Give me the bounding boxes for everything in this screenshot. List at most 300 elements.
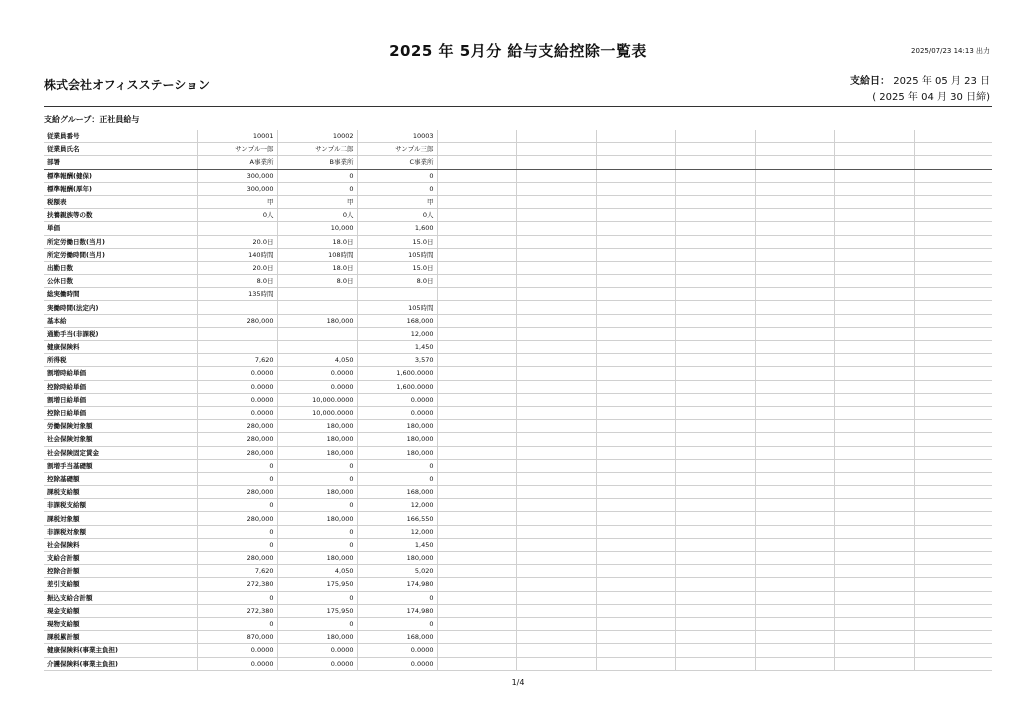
- row-label: 単価: [44, 222, 197, 235]
- employee-cell: 0: [277, 499, 357, 512]
- empty-cell: [437, 156, 516, 169]
- employee-cell: 12,000: [357, 499, 437, 512]
- table-row: [44, 275, 992, 288]
- empty-cell: [516, 130, 596, 143]
- employee-cell: 0人: [357, 209, 437, 222]
- close-date: ( 2025 年 04 月 30 日締): [872, 92, 990, 103]
- table-row: [44, 301, 992, 314]
- empty-cell: [437, 169, 516, 182]
- pay-date-value: 2025 年 05 月 23 日: [893, 76, 990, 87]
- table-row: [44, 657, 992, 670]
- empty-cell: [834, 301, 914, 314]
- employee-cell: サンプル二郎: [277, 143, 357, 156]
- empty-cell: [834, 182, 914, 195]
- empty-cell: [834, 380, 914, 393]
- empty-cell: [437, 631, 516, 644]
- employee-cell: 180,000: [277, 512, 357, 525]
- employee-cell: 168,000: [357, 631, 437, 644]
- empty-cell: [755, 380, 834, 393]
- empty-cell: [675, 538, 755, 551]
- empty-cell: [437, 472, 516, 485]
- empty-cell: [755, 275, 834, 288]
- empty-cell: [596, 393, 675, 406]
- employee-cell: 174,980: [357, 604, 437, 617]
- empty-cell: [675, 275, 755, 288]
- empty-cell: [834, 169, 914, 182]
- row-label: 割増手当基礎額: [44, 459, 197, 472]
- empty-cell: [834, 209, 914, 222]
- employee-cell: 0: [357, 617, 437, 630]
- empty-cell: [755, 552, 834, 565]
- empty-cell: [596, 209, 675, 222]
- employee-cell: 0.0000: [357, 393, 437, 406]
- empty-cell: [834, 195, 914, 208]
- employee-cell: 0.0000: [357, 657, 437, 670]
- employee-cell: 168,000: [357, 314, 437, 327]
- row-label: 社会保険料: [44, 538, 197, 551]
- employee-cell: [197, 327, 277, 340]
- employee-cell: 15.0日: [357, 235, 437, 248]
- employee-cell: 280,000: [197, 552, 277, 565]
- empty-cell: [596, 222, 675, 235]
- empty-cell: [596, 367, 675, 380]
- employee-cell: 105時間: [357, 301, 437, 314]
- table-row: [44, 525, 992, 538]
- empty-cell: [596, 657, 675, 670]
- empty-cell: [437, 222, 516, 235]
- empty-cell: [437, 209, 516, 222]
- employee-cell: 15.0日: [357, 261, 437, 274]
- empty-cell: [675, 169, 755, 182]
- empty-cell: [914, 406, 992, 419]
- empty-cell: [516, 354, 596, 367]
- empty-cell: [675, 512, 755, 525]
- empty-cell: [914, 446, 992, 459]
- employee-cell: [197, 341, 277, 354]
- empty-cell: [675, 472, 755, 485]
- employee-cell: 12,000: [357, 525, 437, 538]
- empty-cell: [834, 433, 914, 446]
- empty-cell: [675, 420, 755, 433]
- table-row: [44, 367, 992, 380]
- row-label: 従業員番号: [44, 130, 197, 143]
- employee-cell: 0: [277, 591, 357, 604]
- empty-cell: [834, 525, 914, 538]
- empty-cell: [914, 275, 992, 288]
- empty-cell: [675, 380, 755, 393]
- empty-cell: [834, 143, 914, 156]
- row-label: 労働保険対象額: [44, 420, 197, 433]
- empty-cell: [596, 327, 675, 340]
- empty-cell: [596, 578, 675, 591]
- empty-cell: [516, 327, 596, 340]
- empty-cell: [516, 367, 596, 380]
- empty-cell: [834, 406, 914, 419]
- empty-cell: [675, 248, 755, 261]
- empty-cell: [437, 261, 516, 274]
- employee-cell: 140時間: [197, 248, 277, 261]
- empty-cell: [437, 433, 516, 446]
- employee-cell: 0人: [197, 209, 277, 222]
- empty-cell: [914, 604, 992, 617]
- table-row: [44, 341, 992, 354]
- table-row: [44, 644, 992, 657]
- empty-cell: [834, 591, 914, 604]
- empty-cell: [834, 604, 914, 617]
- empty-cell: [755, 314, 834, 327]
- empty-cell: [834, 486, 914, 499]
- table-row: [44, 578, 992, 591]
- empty-cell: [437, 538, 516, 551]
- row-label: 控除合計額: [44, 565, 197, 578]
- empty-cell: [675, 433, 755, 446]
- table-row: [44, 552, 992, 565]
- empty-cell: [755, 143, 834, 156]
- empty-cell: [914, 433, 992, 446]
- empty-cell: [596, 248, 675, 261]
- empty-cell: [437, 578, 516, 591]
- empty-cell: [675, 327, 755, 340]
- employee-cell: 20.0日: [197, 235, 277, 248]
- table-row: [44, 486, 992, 499]
- employee-cell: 180,000: [277, 486, 357, 499]
- employee-cell: 105時間: [357, 248, 437, 261]
- empty-cell: [437, 130, 516, 143]
- empty-cell: [437, 380, 516, 393]
- employee-cell: 0.0000: [197, 657, 277, 670]
- empty-cell: [516, 275, 596, 288]
- employee-cell: 3,570: [357, 354, 437, 367]
- empty-cell: [437, 367, 516, 380]
- empty-cell: [596, 604, 675, 617]
- table-row: [44, 235, 992, 248]
- empty-cell: [755, 235, 834, 248]
- employee-cell: 0.0000: [197, 644, 277, 657]
- employee-cell: 0: [277, 525, 357, 538]
- employee-cell: 0.0000: [357, 406, 437, 419]
- employee-cell: 0人: [277, 209, 357, 222]
- employee-cell: 0: [277, 472, 357, 485]
- empty-cell: [755, 459, 834, 472]
- empty-cell: [834, 327, 914, 340]
- empty-cell: [596, 433, 675, 446]
- empty-cell: [914, 525, 992, 538]
- empty-cell: [755, 169, 834, 182]
- empty-cell: [914, 499, 992, 512]
- row-label: 従業員氏名: [44, 143, 197, 156]
- empty-cell: [675, 367, 755, 380]
- empty-cell: [596, 354, 675, 367]
- empty-cell: [437, 393, 516, 406]
- row-label: 控除時給単価: [44, 380, 197, 393]
- empty-cell: [516, 538, 596, 551]
- empty-cell: [755, 393, 834, 406]
- employee-cell: 180,000: [277, 631, 357, 644]
- empty-cell: [596, 538, 675, 551]
- empty-cell: [516, 512, 596, 525]
- empty-cell: [914, 169, 992, 182]
- empty-cell: [675, 195, 755, 208]
- empty-cell: [596, 472, 675, 485]
- employee-cell: 0: [197, 499, 277, 512]
- table-row: [44, 288, 992, 301]
- empty-cell: [755, 367, 834, 380]
- row-label: 非課税支給額: [44, 499, 197, 512]
- employee-cell: [277, 288, 357, 301]
- empty-cell: [834, 314, 914, 327]
- empty-cell: [755, 261, 834, 274]
- table-row: [44, 248, 992, 261]
- empty-cell: [596, 169, 675, 182]
- employee-cell: 20.0日: [197, 261, 277, 274]
- empty-cell: [516, 143, 596, 156]
- employee-cell: 174,980: [357, 578, 437, 591]
- empty-cell: [516, 486, 596, 499]
- empty-cell: [755, 591, 834, 604]
- empty-cell: [914, 459, 992, 472]
- empty-cell: [596, 235, 675, 248]
- employee-cell: 1,600.0000: [357, 367, 437, 380]
- employee-cell: 7,620: [197, 565, 277, 578]
- empty-cell: [755, 301, 834, 314]
- empty-cell: [834, 420, 914, 433]
- empty-cell: [437, 552, 516, 565]
- employee-cell: 0: [357, 459, 437, 472]
- employee-cell: 0.0000: [197, 406, 277, 419]
- empty-cell: [516, 248, 596, 261]
- table-row: [44, 446, 992, 459]
- empty-cell: [834, 472, 914, 485]
- empty-cell: [516, 169, 596, 182]
- employee-cell: 10003: [357, 130, 437, 143]
- empty-cell: [596, 182, 675, 195]
- empty-cell: [437, 446, 516, 459]
- row-label: 公休日数: [44, 275, 197, 288]
- empty-cell: [914, 182, 992, 195]
- table-row: [44, 393, 992, 406]
- empty-cell: [755, 354, 834, 367]
- empty-cell: [596, 565, 675, 578]
- empty-cell: [596, 275, 675, 288]
- empty-cell: [675, 499, 755, 512]
- row-label: 部署: [44, 156, 197, 169]
- empty-cell: [596, 631, 675, 644]
- table-row: [44, 420, 992, 433]
- table-row: [44, 209, 992, 222]
- empty-cell: [516, 380, 596, 393]
- employee-cell: 0: [357, 182, 437, 195]
- employee-cell: 0.0000: [197, 380, 277, 393]
- employee-cell: 0: [357, 169, 437, 182]
- empty-cell: [675, 631, 755, 644]
- empty-cell: [437, 327, 516, 340]
- empty-cell: [914, 209, 992, 222]
- employee-cell: 18.0日: [277, 235, 357, 248]
- employee-cell: 10,000.0000: [277, 406, 357, 419]
- table-row: [44, 314, 992, 327]
- empty-cell: [755, 644, 834, 657]
- empty-cell: [755, 578, 834, 591]
- employee-cell: 180,000: [277, 433, 357, 446]
- table-row: [44, 195, 992, 208]
- employee-cell: 180,000: [357, 552, 437, 565]
- employee-cell: 0: [277, 182, 357, 195]
- empty-cell: [516, 525, 596, 538]
- employee-cell: 0.0000: [277, 657, 357, 670]
- empty-cell: [755, 288, 834, 301]
- row-label: 割増時給単価: [44, 367, 197, 380]
- employee-cell: [197, 222, 277, 235]
- empty-cell: [755, 222, 834, 235]
- empty-cell: [437, 644, 516, 657]
- employee-cell: サンプル三郎: [357, 143, 437, 156]
- empty-cell: [596, 406, 675, 419]
- page-number: 1/4: [511, 678, 525, 687]
- empty-cell: [834, 367, 914, 380]
- table-row: [44, 354, 992, 367]
- empty-cell: [675, 156, 755, 169]
- empty-cell: [755, 499, 834, 512]
- table-row: [44, 631, 992, 644]
- empty-cell: [516, 552, 596, 565]
- employee-cell: 0.0000: [277, 644, 357, 657]
- row-label: 標準報酬(厚年): [44, 182, 197, 195]
- empty-cell: [675, 393, 755, 406]
- employee-cell: 0: [277, 459, 357, 472]
- row-label: 健康保険料: [44, 341, 197, 354]
- employee-cell: 8.0日: [357, 275, 437, 288]
- empty-cell: [675, 182, 755, 195]
- empty-cell: [516, 644, 596, 657]
- empty-cell: [596, 156, 675, 169]
- empty-cell: [914, 156, 992, 169]
- report-title: 2025 年 5月分 給与支給控除一覧表: [389, 42, 647, 60]
- empty-cell: [437, 275, 516, 288]
- empty-cell: [437, 143, 516, 156]
- empty-cell: [437, 499, 516, 512]
- employee-cell: 180,000: [357, 446, 437, 459]
- row-label: 控除日給単価: [44, 406, 197, 419]
- company-name: 株式会社オフィスステーション: [44, 78, 210, 92]
- table-row: [44, 261, 992, 274]
- table-row: [44, 433, 992, 446]
- employee-cell: A事業所: [197, 156, 277, 169]
- empty-cell: [755, 657, 834, 670]
- empty-cell: [914, 354, 992, 367]
- empty-cell: [834, 446, 914, 459]
- empty-cell: [437, 565, 516, 578]
- empty-cell: [596, 143, 675, 156]
- empty-cell: [437, 195, 516, 208]
- employee-cell: 280,000: [197, 420, 277, 433]
- empty-cell: [437, 657, 516, 670]
- employee-cell: 168,000: [357, 486, 437, 499]
- employee-cell: 0: [197, 617, 277, 630]
- empty-cell: [834, 644, 914, 657]
- empty-cell: [437, 406, 516, 419]
- employee-cell: 甲: [357, 195, 437, 208]
- row-label: 非課税対象額: [44, 525, 197, 538]
- empty-cell: [675, 406, 755, 419]
- empty-cell: [516, 288, 596, 301]
- empty-cell: [516, 406, 596, 419]
- empty-cell: [596, 341, 675, 354]
- empty-cell: [516, 565, 596, 578]
- empty-cell: [596, 525, 675, 538]
- employee-cell: 10,000: [277, 222, 357, 235]
- pay-group: 支給グループ：正社員給与: [44, 115, 140, 124]
- employee-cell: 10001: [197, 130, 277, 143]
- empty-cell: [516, 341, 596, 354]
- empty-cell: [437, 248, 516, 261]
- empty-cell: [437, 235, 516, 248]
- row-label: 課税累計額: [44, 631, 197, 644]
- empty-cell: [755, 525, 834, 538]
- empty-cell: [914, 393, 992, 406]
- employee-cell: 1,450: [357, 538, 437, 551]
- empty-cell: [596, 512, 675, 525]
- empty-cell: [755, 156, 834, 169]
- table-row: [44, 459, 992, 472]
- empty-cell: [834, 578, 914, 591]
- empty-cell: [596, 499, 675, 512]
- empty-cell: [755, 341, 834, 354]
- employee-cell: 0: [197, 472, 277, 485]
- empty-cell: [834, 499, 914, 512]
- employee-cell: 180,000: [357, 420, 437, 433]
- empty-cell: [914, 644, 992, 657]
- employee-cell: 280,000: [197, 446, 277, 459]
- employee-cell: 10002: [277, 130, 357, 143]
- table-row: [44, 380, 992, 393]
- empty-cell: [437, 314, 516, 327]
- empty-cell: [914, 143, 992, 156]
- row-label: 総実働時間: [44, 288, 197, 301]
- employee-cell: 4,050: [277, 565, 357, 578]
- empty-cell: [834, 156, 914, 169]
- employee-cell: 5,020: [357, 565, 437, 578]
- empty-cell: [596, 459, 675, 472]
- empty-cell: [834, 130, 914, 143]
- employee-cell: 180,000: [277, 552, 357, 565]
- empty-cell: [675, 617, 755, 630]
- employee-cell: 0: [357, 472, 437, 485]
- empty-cell: [914, 235, 992, 248]
- employee-cell: [197, 301, 277, 314]
- empty-cell: [596, 420, 675, 433]
- empty-cell: [755, 182, 834, 195]
- employee-cell: 280,000: [197, 314, 277, 327]
- empty-cell: [755, 195, 834, 208]
- empty-cell: [834, 222, 914, 235]
- employee-cell: B事業所: [277, 156, 357, 169]
- employee-cell: 8.0日: [197, 275, 277, 288]
- empty-cell: [437, 288, 516, 301]
- empty-cell: [914, 552, 992, 565]
- employee-cell: 10,000.0000: [277, 393, 357, 406]
- row-label: 標準報酬(健保): [44, 169, 197, 182]
- empty-cell: [755, 446, 834, 459]
- empty-cell: [755, 512, 834, 525]
- pay-date-block: [850, 74, 990, 106]
- empty-cell: [596, 617, 675, 630]
- employee-cell: サンプル一郎: [197, 143, 277, 156]
- row-label: 振込支給合計額: [44, 591, 197, 604]
- empty-cell: [675, 604, 755, 617]
- employee-cell: 180,000: [277, 420, 357, 433]
- empty-cell: [516, 499, 596, 512]
- empty-cell: [596, 591, 675, 604]
